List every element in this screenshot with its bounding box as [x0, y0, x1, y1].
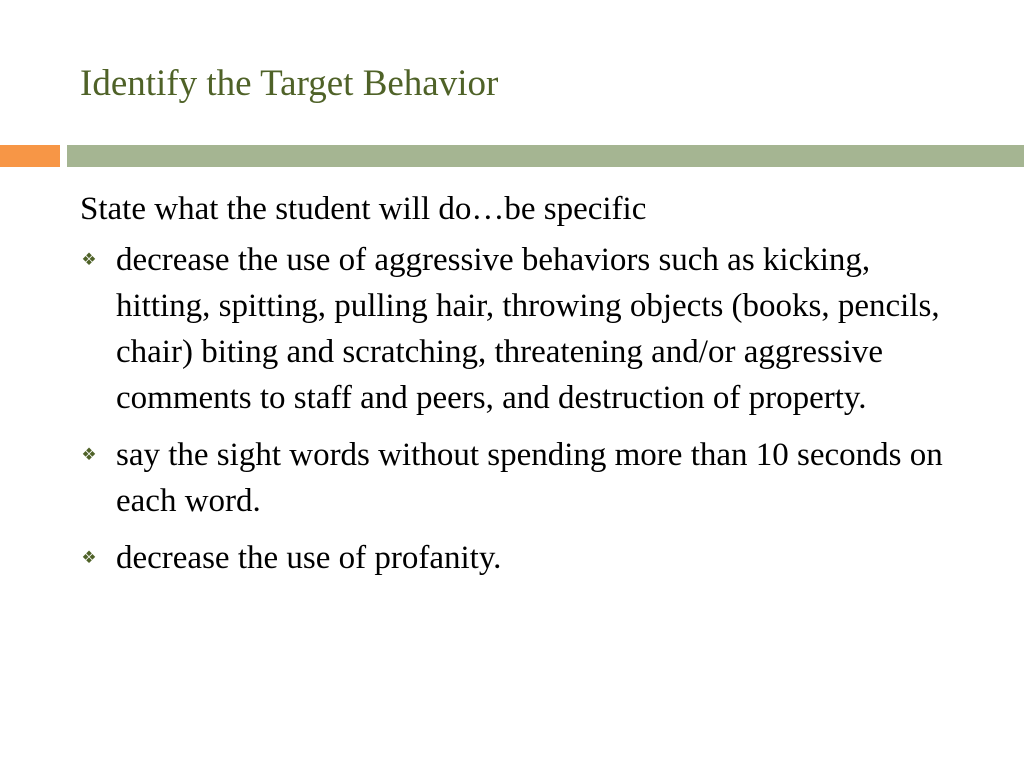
- diamond-cluster-icon: ❖: [81, 250, 97, 269]
- bullet-list: [80, 237, 980, 581]
- bullet-text: decrease the use of profanity.: [116, 540, 502, 576]
- bullet-text: decrease the use of aggressive behaviors such as kicking, hitting, spitting, pulling hair, throwing objects (books, pencils, chair) biting and scratching, threatening and/or aggressive comments to staff and peers, and destruction of property.: [116, 242, 940, 416]
- diamond-cluster-icon: ❖: [81, 445, 97, 464]
- lead-statement: State what the student will do…be specific: [80, 191, 647, 227]
- bullet-text: say the sight words without spending more than 10 seconds on each word.: [116, 437, 943, 519]
- list-item: [80, 432, 948, 524]
- title-divider-bar: [67, 145, 1024, 167]
- slide-title: Identify the Target Behavior: [80, 63, 499, 104]
- list-item: [80, 535, 948, 581]
- diamond-cluster-icon: ❖: [81, 548, 97, 567]
- list-item: [80, 237, 948, 421]
- slide-body: [80, 186, 980, 592]
- title-divider-accent: [0, 145, 60, 167]
